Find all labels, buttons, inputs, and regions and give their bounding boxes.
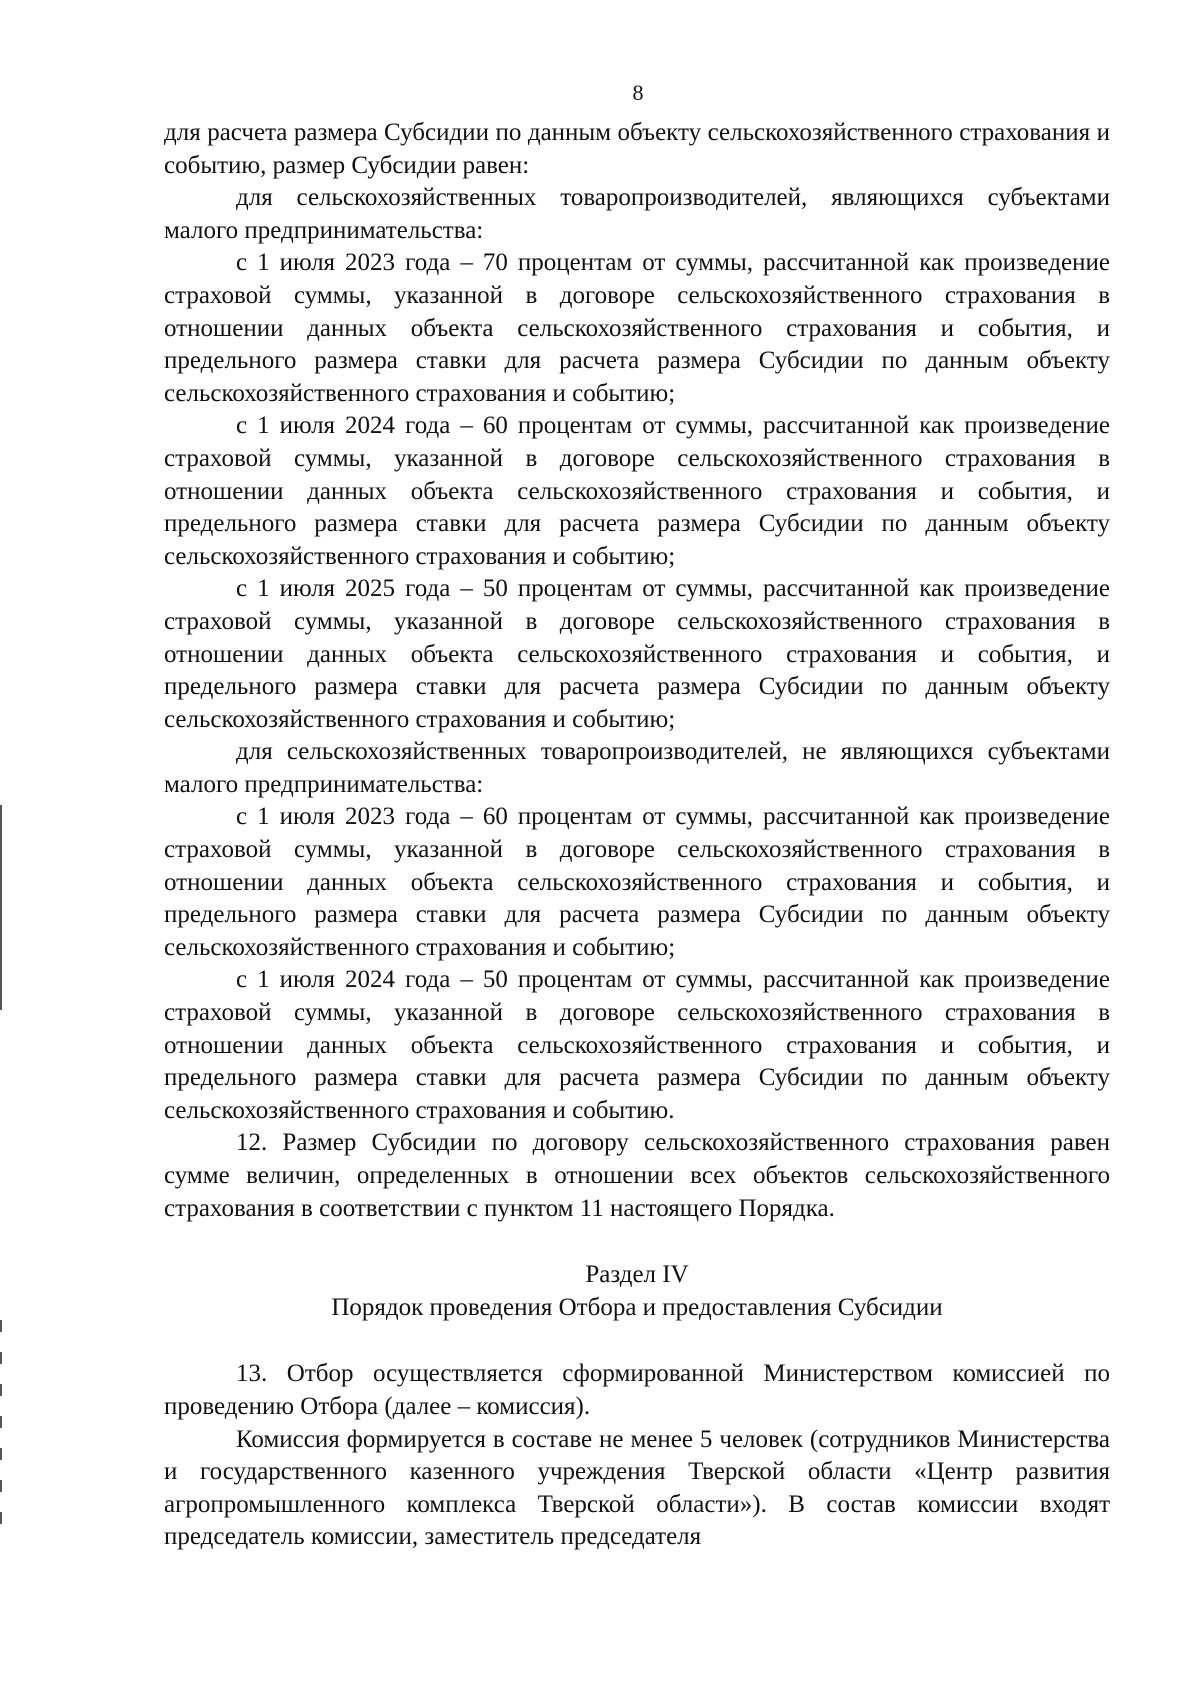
- paragraph-commission-composition: Комиссия формируется в составе не менее 5 человек (сотрудников Министерства и государственного казенного учреждения Тверской области «Центр развития агропромышленного комплекса Тверской области»). В состав комиссии входят председатель комиссии, заместитель председателя: [164, 1425, 1110, 1551]
- paragraph-item-13: 13. Отбор осуществляется сформированной Министерством комиссией по проведению Отбора (далее – комиссия).: [164, 1360, 1110, 1420]
- scan-edge-mark: [0, 805, 2, 1010]
- paragraph-small-business-2023: с 1 июля 2023 года – 70 процентам от суммы, рассчитанной как произведение страховой суммы, указанной в договоре сельскохозяйственного страхования в отношении данных объекта сельскохозяйственного страхования и события, и предельного размера ставки для расчета размера Субсидии по данным объекту сельскохозяйственного страхования и событию;: [164, 249, 1110, 407]
- document-body: [164, 117, 1110, 1554]
- page-number: 8: [632, 80, 644, 105]
- paragraph-small-business-2024: с 1 июля 2024 года – 60 процентам от суммы, рассчитанной как произведение страховой суммы, указанной в договоре сельскохозяйственного страхования в отношении данных объекта сельскохозяйственного страхования и события, и предельного размера ставки для расчета размера Субсидии по данным объекту сельскохозяйственного страхования и событию;: [164, 412, 1110, 570]
- scan-edge-mark: [0, 1384, 2, 1396]
- section-number: Раздел IV: [585, 1261, 689, 1289]
- paragraph-small-business-heading: для сельскохозяйственных товаропроизводителей, являющихся субъектами малого предпринимательства:: [164, 184, 1110, 244]
- paragraph-non-small-business-heading: для сельскохозяйственных товаропроизводителей, не являющихся субъектами малого предпринимательства:: [164, 738, 1110, 798]
- scan-edge-mark: [0, 1416, 2, 1428]
- paragraph-non-small-business-2023: с 1 июля 2023 года – 60 процентам от суммы, рассчитанной как произведение страховой суммы, указанной в договоре сельскохозяйственного страхования в отношении данных объекта сельскохозяйственного страхования и события, и предельного размера ставки для расчета размера Субсидии по данным объекту сельскохозяйственного страхования и событию;: [164, 803, 1110, 961]
- paragraph-non-small-business-2024: с 1 июля 2024 года – 50 процентам от суммы, рассчитанной как произведение страховой суммы, указанной в договоре сельскохозяйственного страхования в отношении данных объекта сельскохозяйственного страхования и события, и предельного размера ставки для расчета размера Субсидии по данным объекту сельскохозяйственного страхования и событию.: [164, 966, 1110, 1124]
- scan-edge-mark: [0, 1512, 2, 1524]
- scan-edge-mark: [0, 1352, 2, 1364]
- paragraph-small-business-2025: с 1 июля 2025 года – 50 процентам от суммы, рассчитанной как произведение страховой суммы, указанной в договоре сельскохозяйственного страхования в отношении данных объекта сельскохозяйственного страхования и события, и предельного размера ставки для расчета размера Субсидии по данным объекту сельскохозяйственного страхования и событию;: [164, 575, 1110, 733]
- paragraph-item-12: 12. Размер Субсидии по договору сельскохозяйственного страхования равен сумме величин, определенных в отношении всех объектов сельскохозяйственного страхования в соответствии с пунктом 11 настоящего Порядка.: [164, 1129, 1110, 1222]
- scan-edge-mark: [0, 1448, 2, 1460]
- scan-edge-mark: [0, 1320, 2, 1332]
- section-title: Порядок проведения Отбора и предоставления Субсидии: [331, 1293, 943, 1321]
- scan-edge-mark: [0, 1480, 2, 1492]
- paragraph-continuation: для расчета размера Субсидии по данным объекту сельскохозяйственного страхования и событию, размер Субсидии равен:: [164, 119, 1110, 179]
